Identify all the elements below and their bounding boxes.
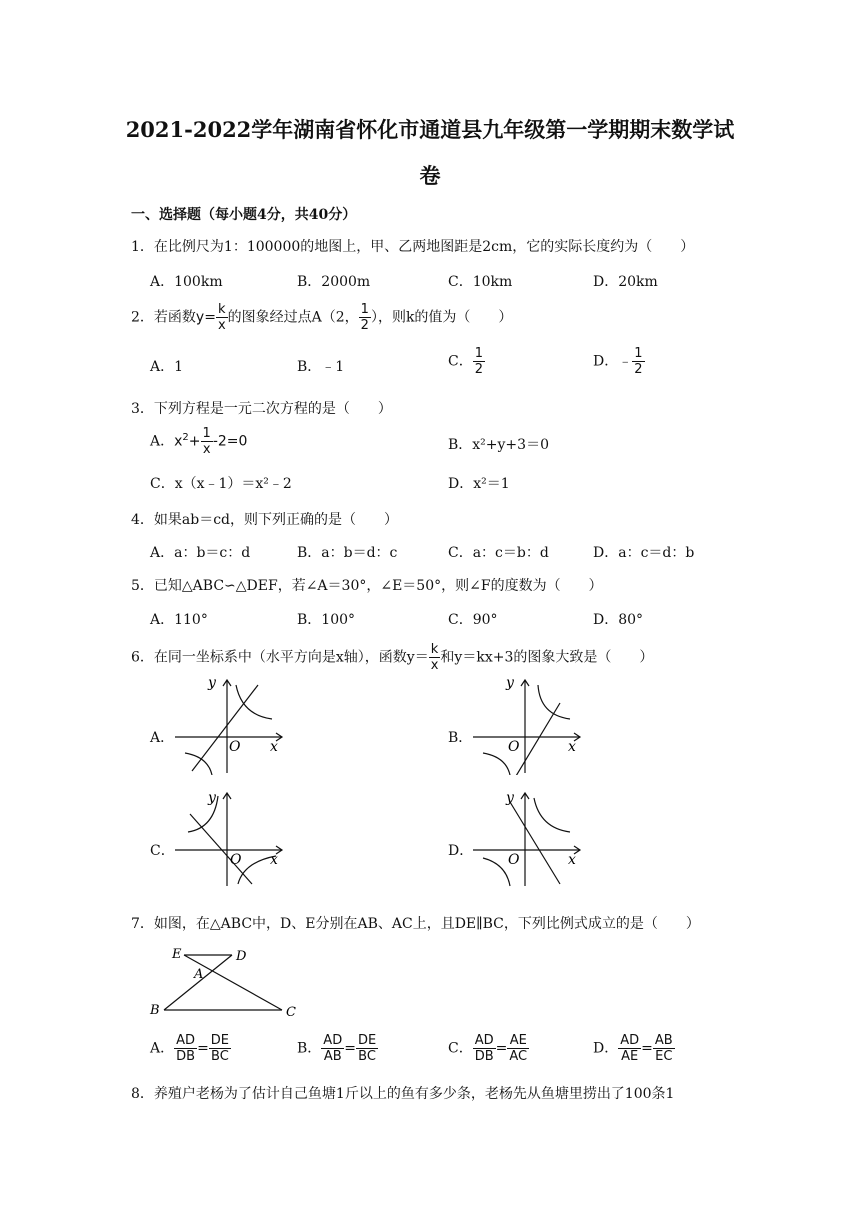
q7-a-lnum: AD xyxy=(174,1033,197,1049)
q7-c-left-fraction xyxy=(473,1033,496,1064)
q2-point-fraction xyxy=(359,302,371,333)
question-7-stem: 7．如图，在△ABC中，D、E分别在AB、AC上，且DE∥BC，下列比例式成立的是（ ） xyxy=(131,916,700,932)
origin-label: O xyxy=(508,739,520,755)
q1-option-d: D．20km xyxy=(593,274,658,290)
q7-b-right-fraction xyxy=(356,1033,378,1064)
q2-option-d-label: D．﹣ xyxy=(593,353,633,370)
label-e: E xyxy=(172,947,182,962)
q2-func-fraction xyxy=(216,302,228,333)
q2-stem-post: ），则k的值为（ ） xyxy=(370,309,513,326)
section-heading: 一、选择题（每小题4分，共40分） xyxy=(131,207,357,223)
q6-option-b-label: B． xyxy=(448,730,473,746)
q3-option-d: D．x²＝1 xyxy=(448,476,510,492)
origin-label: O xyxy=(229,739,241,755)
q2-func-den: x xyxy=(217,318,226,333)
question-5-stem: 5．已知△ABC∽△DEF，若∠A＝30°，∠E＝50°，则∠F的度数为（ ） xyxy=(131,578,603,594)
q2-option-c-den: 2 xyxy=(474,362,483,377)
q3-a-num: 1 xyxy=(202,426,211,441)
q2-stem-mid: 的图象经过点A（2， xyxy=(227,309,359,326)
label-c: C xyxy=(286,1005,296,1020)
q6-graph-c xyxy=(170,788,290,888)
question-2-stem xyxy=(131,302,512,333)
question-1-stem: 1．在比例尺为1：100000的地图上，甲、乙两地图距是2cm，它的实际长度约为（ ） xyxy=(131,239,695,255)
q7-d-lden: AE xyxy=(621,1049,639,1064)
q7-d-lnum: AD xyxy=(620,1033,640,1048)
q7-b-label: B． xyxy=(297,1040,322,1057)
q3-option-c: C．x（x﹣1）＝x²﹣2 xyxy=(150,476,292,492)
q7-d-rnum: AB xyxy=(654,1033,673,1048)
q7-c-right-fraction xyxy=(507,1033,529,1064)
hyperbola-branch-2 xyxy=(483,858,510,886)
q3-a-den: x xyxy=(202,442,211,457)
q6-graph-a xyxy=(170,675,290,775)
q7-option-c xyxy=(448,1033,529,1064)
q2-option-c-num: 1 xyxy=(474,346,483,361)
hyperbola-branch-2 xyxy=(483,753,510,775)
q2-pt-den: 2 xyxy=(360,318,369,333)
q7-triangle-figure xyxy=(140,940,310,1025)
q7-option-b xyxy=(297,1033,378,1064)
q5-option-b: B．100° xyxy=(297,612,356,628)
x-axis-label: x xyxy=(568,739,576,755)
q7-a-eq: = xyxy=(197,1040,209,1057)
q2-option-d-fraction xyxy=(632,346,644,377)
y-axis-label: y xyxy=(208,675,216,691)
y-axis-label: y xyxy=(506,790,514,806)
q7-option-a xyxy=(150,1033,231,1064)
y-axis-label: y xyxy=(506,675,514,691)
q4-option-c: C．a：c＝b：d xyxy=(448,545,549,561)
q7-d-left-fraction xyxy=(618,1033,641,1064)
q2-pt-num: 1 xyxy=(360,302,369,317)
q6-func-num: k xyxy=(429,642,441,658)
q6-graph-b xyxy=(468,675,588,775)
q7-b-lnum: AD xyxy=(323,1033,343,1048)
question-4-stem: 4．如果ab＝cd，则下列正确的是（ ） xyxy=(131,512,399,528)
hyperbola-branch-1 xyxy=(538,685,570,719)
q6-graph-d xyxy=(468,788,588,888)
q2-stem-pre: 2．若函数 xyxy=(131,309,196,326)
hyperbola-branch-1 xyxy=(534,798,570,832)
linear-line xyxy=(192,685,258,771)
q3-a-fraction xyxy=(201,426,213,457)
q3-option-b: B．x²+y+3＝0 xyxy=(448,437,549,453)
q7-c-lden: DB xyxy=(474,1049,494,1064)
q7-d-rden: EC xyxy=(655,1049,673,1064)
q2-func-y: y= xyxy=(195,309,216,326)
doc-title-line2: 卷 xyxy=(419,163,441,188)
q5-option-d: D．80° xyxy=(593,612,644,628)
q7-a-lden: DB xyxy=(176,1049,196,1064)
q2-option-a: A．1 xyxy=(150,359,184,375)
q2-option-d xyxy=(593,346,645,377)
q2-option-b: B．﹣1 xyxy=(297,359,345,375)
question-6-stem xyxy=(131,642,653,673)
q7-a-left-fraction xyxy=(174,1033,197,1064)
q7-b-rnum: DE xyxy=(357,1033,377,1048)
origin-label: O xyxy=(508,852,520,868)
q4-option-d: D．a：c＝d：b xyxy=(593,545,695,561)
q4-option-b: B．a：b＝d：c xyxy=(297,545,398,561)
q1-option-b: B．2000m xyxy=(297,274,371,290)
q7-c-rden: AC xyxy=(509,1049,528,1064)
q3-a-x: x xyxy=(174,433,183,450)
q5-option-c: C．90° xyxy=(448,612,498,628)
q7-c-eq: = xyxy=(495,1040,508,1057)
q7-a-label: A． xyxy=(150,1040,175,1057)
q7-a-right-fraction xyxy=(209,1033,231,1064)
q7-a-rnum: DE xyxy=(210,1033,230,1048)
question-8-stem: 8．养殖户老杨为了估计自己鱼塘1斤以上的鱼有多少条，老杨先从鱼塘里捞出了100条1 xyxy=(131,1086,675,1102)
x-axis-label: x xyxy=(270,852,278,868)
label-a: A xyxy=(194,967,204,982)
q2-option-c-fraction xyxy=(473,346,485,377)
q6-option-c-label: C． xyxy=(150,843,175,859)
hyperbola-branch-2 xyxy=(185,753,212,775)
q7-d-eq: = xyxy=(641,1040,653,1057)
q7-a-rden: BC xyxy=(211,1049,229,1064)
q3-option-a-label: A． xyxy=(150,433,175,450)
q5-option-a: A．110° xyxy=(150,612,208,628)
q7-option-d xyxy=(593,1033,675,1064)
q4-option-a: A．a：b＝c：d xyxy=(150,545,251,561)
q3-a-post: -2=0 xyxy=(212,433,248,450)
y-axis-label: y xyxy=(208,790,216,806)
q3-a-plus: + xyxy=(188,433,201,450)
q3-a-sup: 2 xyxy=(182,431,189,443)
q7-c-rnum: AE xyxy=(507,1033,529,1049)
q7-c-lnum: AD xyxy=(473,1033,496,1049)
q6-option-a-label: A． xyxy=(150,730,175,746)
q7-b-left-fraction xyxy=(321,1033,344,1064)
linear-line xyxy=(510,802,560,884)
doc-title-line1: 2021-2022学年湖南省怀化市通道县九年级第一学期期末数学试 xyxy=(125,117,735,142)
q2-option-d-num: 1 xyxy=(634,346,643,361)
q6-func-den: x xyxy=(430,658,439,673)
q7-c-label: C． xyxy=(448,1040,473,1057)
question-3-stem: 3．下列方程是一元二次方程的是（ ） xyxy=(131,401,392,417)
q7-d-right-fraction xyxy=(653,1033,675,1064)
q2-option-c xyxy=(448,346,485,377)
q6-option-d-label: D． xyxy=(448,843,474,859)
q6-func-fraction xyxy=(429,642,441,673)
q7-b-lden: AB xyxy=(323,1049,342,1064)
q2-option-d-den: 2 xyxy=(634,362,643,377)
q7-b-eq: = xyxy=(344,1040,356,1057)
q2-func-num: k xyxy=(216,302,228,318)
q7-d-label: D． xyxy=(593,1040,619,1057)
label-b: B xyxy=(150,1003,160,1018)
origin-label: O xyxy=(230,852,242,868)
q1-option-c: C．10km xyxy=(448,274,513,290)
q1-option-a: A．100km xyxy=(150,274,223,290)
q7-b-rden: BC xyxy=(358,1049,376,1064)
q3-option-a xyxy=(150,426,247,457)
q6-stem-post: 和y＝kx+3的图象大致是（ ） xyxy=(440,649,654,666)
x-axis-label: x xyxy=(270,739,278,755)
q2-option-c-label: C． xyxy=(448,353,473,370)
label-d: D xyxy=(236,949,247,964)
q6-stem-pre: 6．在同一坐标系中（水平方向是x轴），函数y＝ xyxy=(131,649,429,666)
x-axis-label: x xyxy=(568,852,576,868)
